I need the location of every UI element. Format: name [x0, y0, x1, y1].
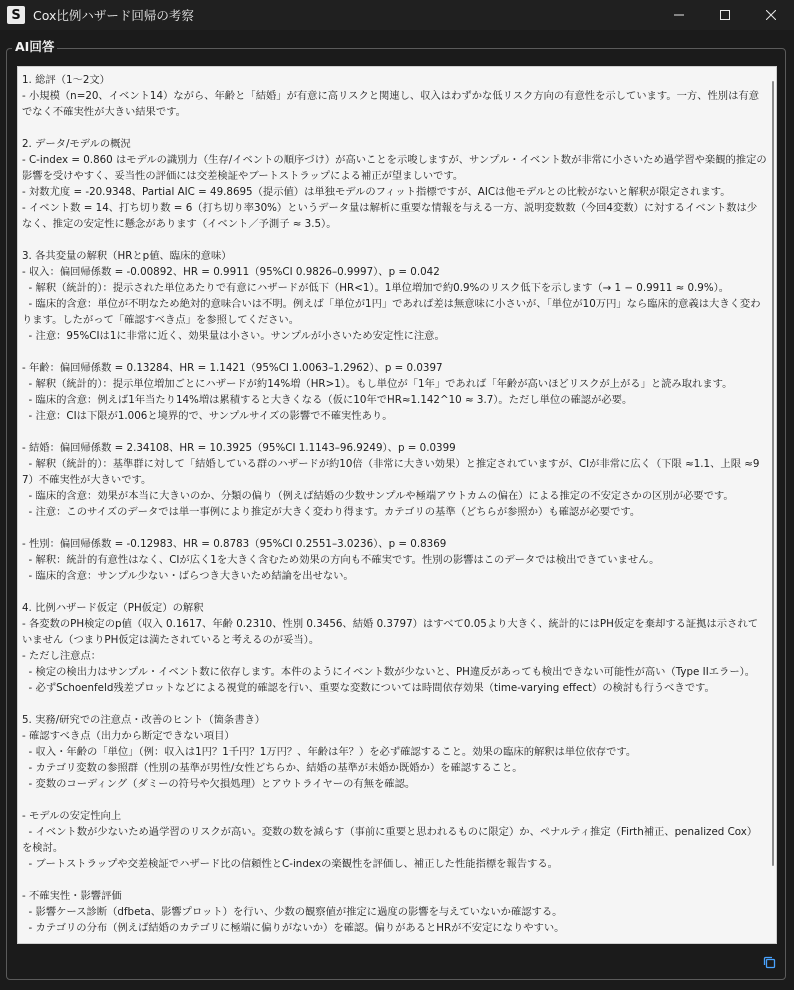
close-button[interactable] — [748, 0, 794, 30]
close-icon — [766, 10, 776, 20]
answer-text: 1. 総評（1〜2文） - 小規模（n=20、イベント14）ながら、年齢と「結婚」が有意に高リスクと関連し、収入はわずかな低リスク方向の有意性を示しています。一方、性別は有意でなく不確実性が大きい結果です。 2. データ/モデルの概況 - C-index = 0.860 はモデルの識別力（生存/イベントの順序づけ）が高いことを示唆しますが、サンプル・イベント数が非常に小さいため過学習や楽観的推定の影響を受けやすく、妥当性の評価には交差検証やブートストラップによる補正が望ましいです。 - 対数尤度 = -20.9348、Partial AIC = 49.8695（提示値）は単独モデルのフィット指標ですが、AICは他モデルとの比較がないと解釈が限定されます。 - イベント数 = 14、打ち切り数 = 6（打ち切り率30%）というデータ量は解析に重要な情報を与える一方、説明変数数（今回4変数）に対するイベント数は少なく、推定の安定性に懸念があります（イベント／予測子 ≈ 3.5）。 3. 各共変量の解釈（HRとp値、臨床的意味） - 収入：偏回帰係数 = -0.00892、HR = 0.9911（95%CI 0.9826–0.9997）、p = 0.042 - 解釈（統計的）：提示された単位あたりで有意にハザードが低下（HR<1）。1単位増加で約0.9%のリスク低下を示します（→ 1 − 0.9911 ≈ 0.9%）。 - 臨床的含意：単位が不明なため絶対的意味合いは不明。例えば「単位が1円」であれば差は無意味に小さいが、「単位が10万円」なら臨床的意義は大きく変わります。したがって「確認すべき点」を参照してください。 - 注意：95%CIは1に非常に近く、効果量は小さい。サンプルが小さいため安定性に注意。 - 年齢：偏回帰係数 = 0.13284、HR = 1.1421（95%CI 1.0063–1.2962）、p = 0.0397 - 解釈（統計的）：提示単位増加ごとにハザードが約14%増（HR>1）。もし単位が「1年」であれば「年齢が高いほどリスクが上がる」と読み取れます。 - 臨床的含意：例えば1年当たり14%増は累積すると大きくなる（仮に10年でHR≈1.142^10 ≈ 3.7）。ただし単位の確認が必要。 - 注意：CIは下限が1.006と境界的で、サンプルサイズの影響で不確実性あり。 - 結婚：偏回帰係数 = 2.34108、HR = 10.3925（95%CI 1.1143–96.9249）、p = 0.0399 - 解釈（統計的）：基準群に対して「結婚している群のハザードが約10倍（非常に大きい効果）と推定されていますが、CIが非常に広く（下限 ≈1.1、上限 ≈97）不確実性が大きいです。 - 臨床的含意：効果が本当に大きいのか、分類の偏り（例えば結婚の少数サンプルや極端アウトカムの偏在）による推定の不安定さかの区別が必要です。 - 注意：このサイズのデータでは単一事例により推定が大きく変わり得ます。カテゴリの基準（どちらが参照か）も確認が必要です。 - 性別：偏回帰係数 = -0.12983、HR = 0.8783（95%CI 0.2551–3.0236）、p = 0.8369 - 解釈：統計的有意性はなく、CIが広く1を大きく含むため効果の方向も不確実です。性別の影響はこのデータでは検出できていません。 - 臨床的含意：サンプル少ない・ばらつき大きいため結論を出せない。 4. 比例ハザード仮定（PH仮定）の解釈 - 各変数のPH検定のp値（収入 0.1617、年齢 0.2310、性別 0.3456、結婚 0.3797）はすべて0.05より大きく、統計的にはPH仮定を棄却する証拠は示されていません（つまりPH仮定は満たされていると考えるのが妥当）。 - ただし注意点： - 検定の検出力はサンプル・イベント数に依存します。本件のようにイベント数が少ないと、PH違反があっても検出できない可能性が高い（Type IIエラー）。 - 必ずSchoenfeld残差プロットなどによる視覚的確認を行い、重要な変数については時間依存効果（time-varying effect）の検討も行うべきです。 5. 実務/研究での注意点・改善のヒント（箇条書き） - 確認すべき点（出力から断定できない項目） - 収入・年齢の「単位」（例：収入は1円？1千円？1万円？、年齢は年？）を必ず確認すること。効果の臨床的解釈は単位依存です。 - カテゴリ変数の参照群（性別の基準が男性/女性どちらか、結婚の基準が未婚か既婚か）を確認すること。 - 変数のコーディング（ダミーの符号や欠損処理）とアウトライヤーの有無を確認。 - モデルの安定性向上 - イベント数が少ないため過学習のリスクが高い。変数の数を減らす（事前に重要と思われるものに限定）か、ペナルティ推定（Firth補正、penalized Cox）を検討。 - ブートストラップや交差検証でハザード比の信頼性とC-indexの楽観性を評価し、補正した性能指標を報告する。 - 不確実性・影響評価 - 影響ケース診断（dfbeta、影響プロット）を行い、少数の観察値が推定に過度の影響を与えていないか確認する。 - カテゴリの分布（例えば結婚のカテゴリに極端に偏りがないか）を確認。偏りがあるとHRが不安定になりやすい。 — [22, 74, 767, 934]
minimize-button[interactable] — [656, 0, 702, 30]
copy-button[interactable] — [760, 953, 778, 971]
maximize-icon — [720, 10, 730, 20]
scrollbar-thumb[interactable] — [772, 81, 774, 866]
app-icon: S — [7, 6, 25, 24]
copy-icon — [763, 956, 776, 969]
group-title: AI回答 — [12, 37, 57, 55]
vertical-scrollbar[interactable] — [771, 69, 775, 941]
maximize-button[interactable] — [702, 0, 748, 30]
answer-text-area[interactable] — [17, 66, 777, 944]
minimize-icon — [674, 10, 684, 20]
window-title: Cox比例ハザード回帰の考察 — [33, 8, 194, 23]
title-bar — [0, 0, 794, 30]
window-controls — [656, 0, 794, 30]
